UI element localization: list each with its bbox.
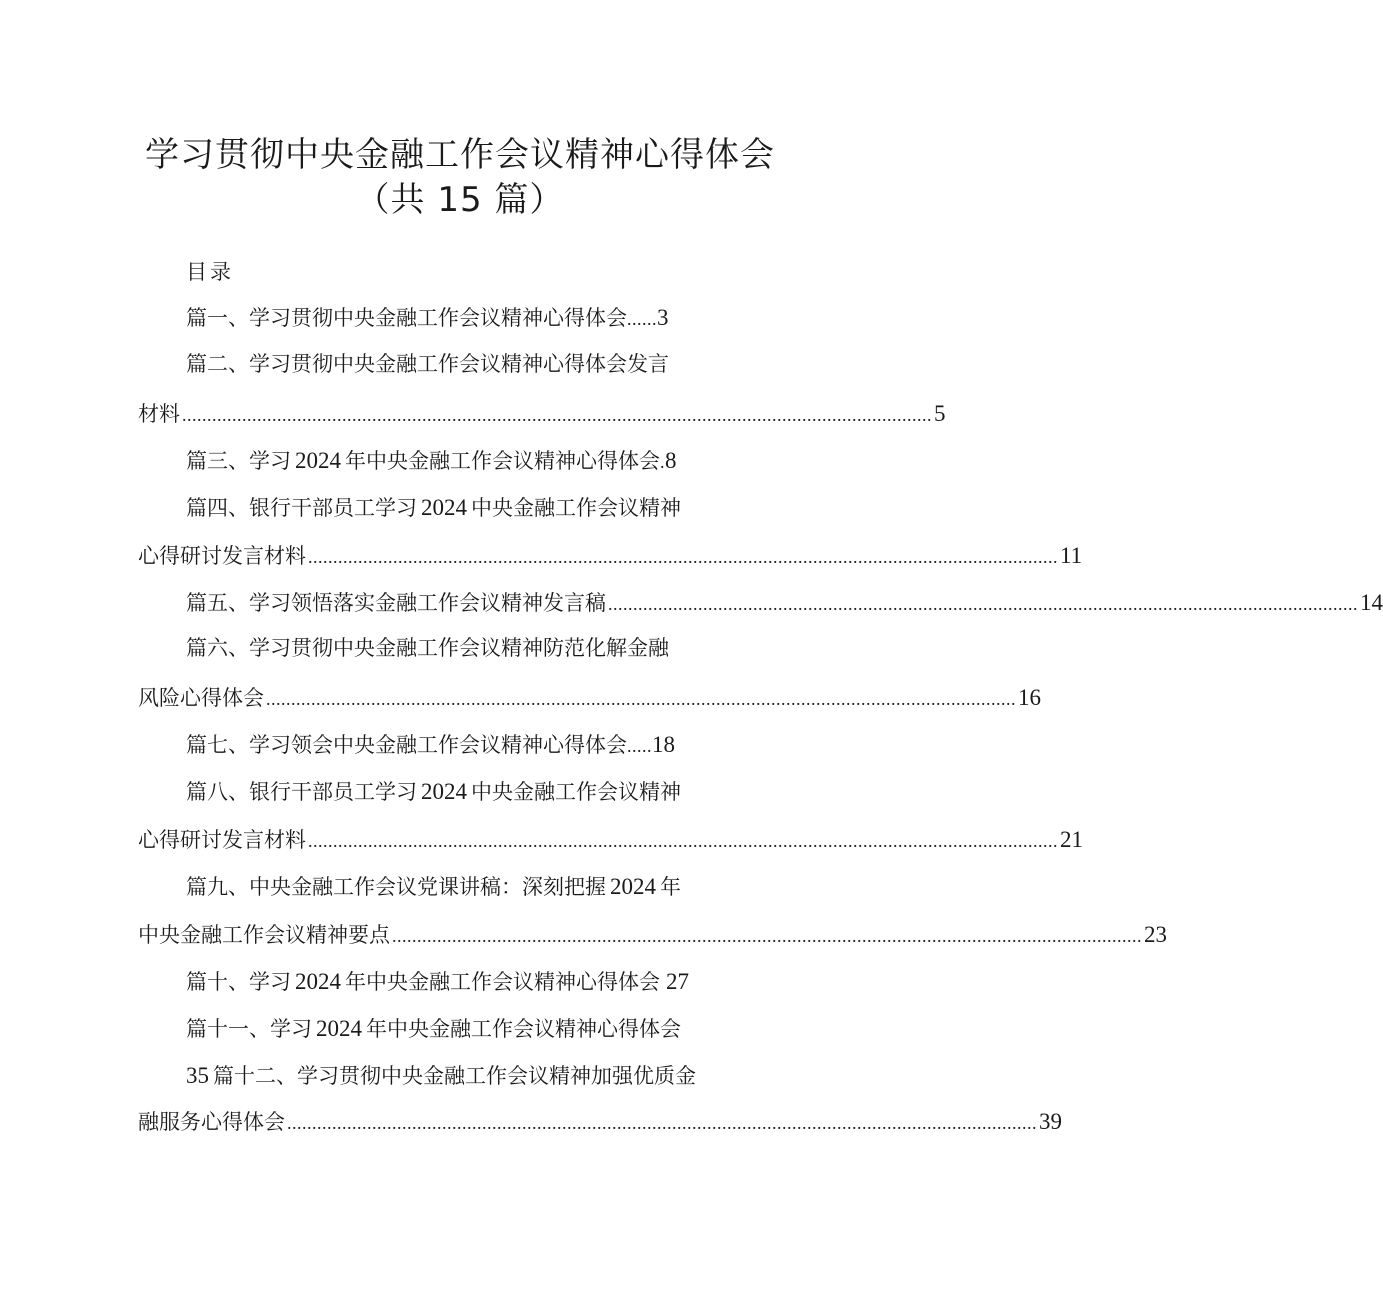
toc-leader-dots: ...................................................................................................................................................... (182, 405, 932, 425)
toc-entry-year: 2024 (295, 969, 341, 994)
toc-entry-text: 篇十二、学习贯彻中央金融工作会议精神加强优质金 (213, 1064, 696, 1088)
toc-entry-12-line1[interactable] (186, 1064, 696, 1087)
toc-entry-text: 年 (660, 875, 681, 899)
toc-page-number: 39 (1039, 1109, 1062, 1134)
toc-leader-dots: ...................................................................................................................................................... (266, 689, 1016, 709)
toc-page-number: 5 (934, 401, 946, 426)
toc-entry-6-line2[interactable] (138, 685, 1041, 710)
toc-page-number: 8 (665, 448, 677, 473)
toc-entry-text: 中央金融工作会议精神要点 (138, 923, 390, 947)
toc-entry-text: 心得研讨发言材料 (138, 544, 306, 568)
toc-entry-text: 篇六、学习贯彻中央金融工作会议精神防范化解金融 (186, 636, 669, 660)
toc-entry-8-line2[interactable] (138, 827, 1083, 852)
toc-entry-year: 2024 (421, 779, 467, 804)
toc-entry-text: 篇二、学习贯彻中央金融工作会议精神心得体会发言 (186, 352, 669, 376)
toc-entry-2-line1[interactable] (186, 354, 669, 375)
toc-leader-dots: ..... (627, 736, 652, 756)
toc-entry-year: 2024 (316, 1016, 362, 1041)
toc-entry-text: 篇五、学习领悟落实金融工作会议精神发言稿 (186, 591, 606, 615)
toc-leader-dots: ...... (627, 309, 657, 329)
toc-entry-1[interactable] (186, 306, 669, 329)
toc-entry-text: 材料 (138, 402, 180, 426)
toc-entry-year: 2024 (421, 495, 467, 520)
document-subtitle: （共 15 篇） (355, 180, 565, 220)
toc-leader-dots: ...................................................................................................................................................... (308, 831, 1058, 851)
toc-entry-text: 中央金融工作会议精神 (471, 780, 681, 804)
toc-leader-dots: ...................................................................................................................................................... (308, 547, 1058, 567)
toc-entry-4-line2[interactable] (138, 543, 1083, 568)
toc-entry-text: 心得研讨发言材料 (138, 828, 306, 852)
toc-entry-9-line1[interactable] (186, 875, 681, 898)
toc-entry-text: 篇九、中央金融工作会议党课讲稿：深刻把握 (186, 875, 606, 899)
toc-entry-text: 篇一、学习贯彻中央金融工作会议精神心得体会 (186, 306, 627, 330)
toc-page-number: 14 (1360, 590, 1383, 615)
toc-leader-dots: ...................................................................................................................................................... (608, 594, 1358, 614)
toc-page-number: 11 (1060, 543, 1083, 568)
toc-leader-dots: ...................................................................................................................................................... (392, 926, 1142, 946)
toc-page-number: 27 (666, 969, 689, 994)
toc-entry-text: 融服务心得体会 (138, 1110, 285, 1134)
toc-entry-4-line1[interactable] (186, 496, 681, 519)
toc-entry-text: 风险心得体会 (138, 686, 264, 710)
toc-entry-9-line2[interactable] (138, 922, 1167, 947)
toc-entry-2-line2[interactable] (138, 401, 946, 426)
toc-entry-text: 篇七、学习领会中央金融工作会议精神心得体会 (186, 733, 627, 757)
toc-entry-5[interactable] (186, 590, 1383, 615)
toc-page-number: 16 (1018, 685, 1041, 710)
toc-entry-7[interactable] (186, 733, 675, 756)
toc-entry-year: 2024 (610, 874, 656, 899)
toc-heading: 目录 (186, 260, 234, 284)
toc-entry-text: 篇三、学习 (186, 449, 291, 473)
document-title: 学习贯彻中央金融工作会议精神心得体会 (145, 135, 775, 175)
toc-entry-text: 篇八、银行干部员工学习 (186, 780, 417, 804)
toc-entry-3[interactable] (186, 449, 677, 472)
toc-entry-11[interactable] (186, 1017, 681, 1040)
toc-leader-dots: ...................................................................................................................................................... (287, 1113, 1037, 1133)
toc-page-number: 21 (1060, 827, 1083, 852)
toc-entry-text: 篇四、银行干部员工学习 (186, 496, 417, 520)
toc-entry-text: 篇十一、学习 (186, 1017, 312, 1041)
toc-leader-dots: . (660, 452, 665, 472)
toc-entry-6-line1[interactable] (186, 638, 669, 659)
toc-entry-8-line1[interactable] (186, 780, 681, 803)
toc-page-number: 3 (657, 305, 669, 330)
toc-page-number: 35 (186, 1063, 209, 1088)
toc-entry-text: 中央金融工作会议精神 (471, 496, 681, 520)
toc-entry-year: 2024 (295, 448, 341, 473)
toc-entry-10[interactable] (186, 970, 689, 993)
toc-entry-text: 年中央金融工作会议精神心得体会 (345, 970, 660, 994)
toc-page-number: 23 (1144, 922, 1167, 947)
toc-page-number: 18 (652, 732, 675, 757)
toc-entry-12-line2[interactable] (138, 1109, 1062, 1134)
toc-entry-text: 年中央金融工作会议精神心得体会 (345, 449, 660, 473)
toc-entry-text: 篇十、学习 (186, 970, 291, 994)
toc-entry-text: 年中央金融工作会议精神心得体会 (366, 1017, 681, 1041)
